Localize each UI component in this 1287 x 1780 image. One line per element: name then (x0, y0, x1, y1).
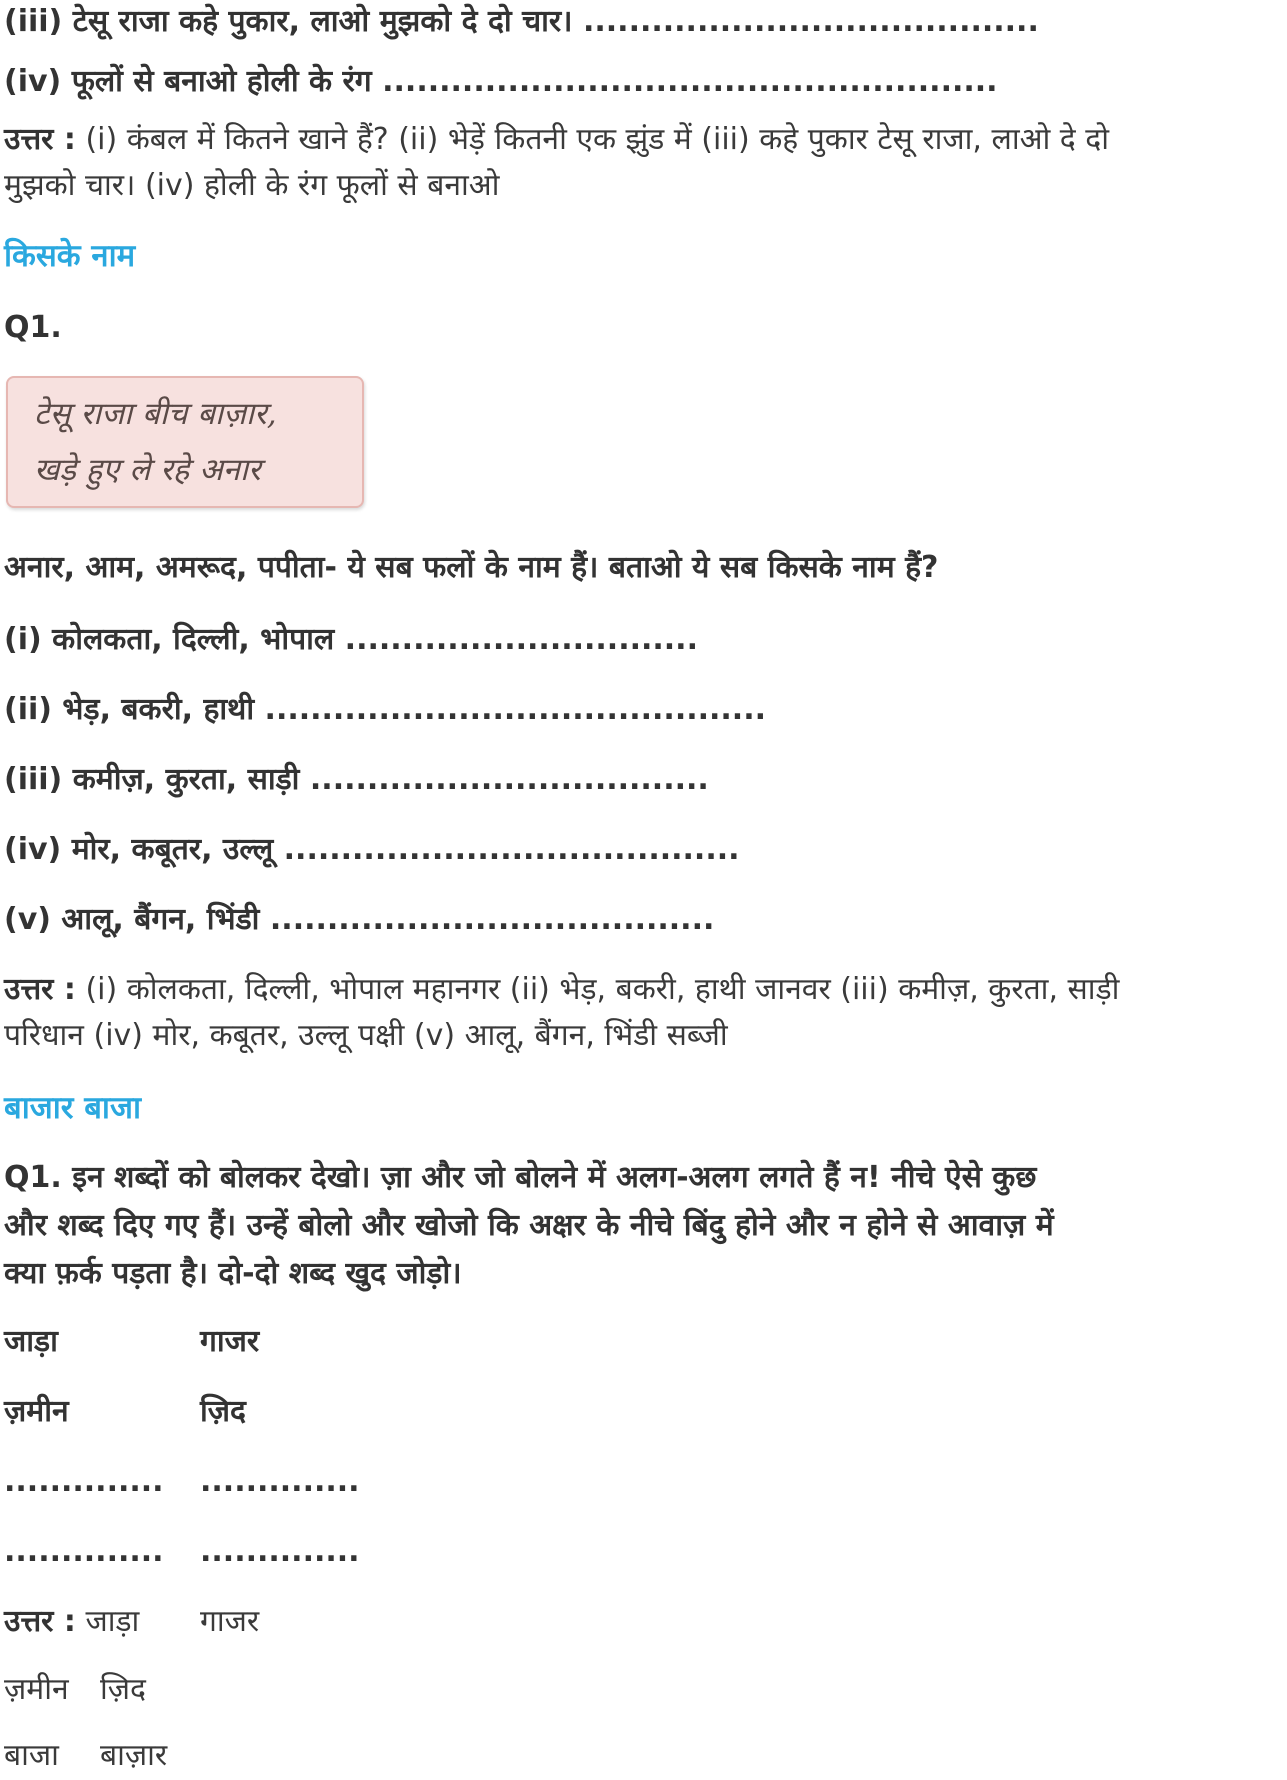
blank-cell: .............. (200, 1464, 360, 1499)
poem-line-1: टेसू राजा बीच बाज़ार, (34, 396, 277, 432)
word-cell: ज़मीन (4, 1394, 69, 1429)
answer-line-2: परिधान (iv) मोर, कबूतर, उल्लू पक्षी (v) आलू, बैंगन, भिंडी सब्जी (4, 1018, 728, 1053)
answer-word: बाजा (4, 1738, 59, 1773)
word-cell: ज़िद (200, 1394, 246, 1429)
answer-word: ज़िद (100, 1672, 146, 1707)
question-line-2: और शब्द दिए गए हैं। उन्हें बोलो और खोजो कि अक्षर के नीचे बिंदु होने और न होने से आवाज़ में (4, 1208, 1054, 1243)
question-line-3: क्या फ़र्क पड़ता है। दो-दो शब्द खुद जोड़ो। (4, 1256, 462, 1291)
question-line-1: Q1. इन शब्दों को बोलकर देखो। ज़ा और जो बोलने में अलग-अलग लगते हैं न! नीचे ऐसे कुछ (4, 1160, 1037, 1195)
answer-line-1 (4, 120, 1109, 160)
answer-label: उत्तर : (4, 122, 76, 157)
answer-row (4, 1602, 139, 1642)
question-text: अनार, आम, अमरूद, पपीता- ये सब फलों के नाम हैं। बताओ ये सब किसके नाम हैं? (4, 550, 939, 585)
answer-line-2: मुझको चार। (iv) होली के रंग फूलों से बनाओ (4, 168, 500, 203)
answer-line-1 (4, 970, 1119, 1010)
poem-box (6, 376, 364, 508)
word-cell: जाड़ा (4, 1324, 58, 1359)
answer-text: (i) कोलकता, दिल्ली, भोपाल महानगर (ii) भेड़, बकरी, हाथी जानवर (iii) कमीज़, कुरता, साड़ी (85, 972, 1120, 1007)
answer-label: उत्तर : (4, 972, 76, 1007)
blank-cell: .............. (200, 1534, 360, 1569)
answer-text: (i) कंबल में कितने खाने हैं? (ii) भेड़ें कितनी एक झुंड में (iii) कहे पुकार टेसू राजा, लाओ दे दो (85, 122, 1109, 157)
word-cell: गाजर (200, 1324, 260, 1359)
list-item: (v) आलू, बैंगन, भिंडी ....................................... (4, 902, 715, 937)
answer-word: बाज़ार (100, 1738, 168, 1773)
section-heading-bajar-baja: बाजार बाजा (4, 1090, 141, 1126)
poem-line-2: खड़े हुए ले रहे अनार (34, 452, 261, 488)
question-item-iv: (iv) फूलों से बनाओ होली के रंग ...................................................... (4, 64, 998, 99)
list-item: (iv) मोर, कबूतर, उल्लू ........................................ (4, 832, 740, 867)
list-item: (i) कोलकता, दिल्ली, भोपाल ............................... (4, 622, 698, 657)
blank-cell: .............. (4, 1464, 164, 1499)
list-item: (iii) कमीज़, कुरता, साड़ी ................................... (4, 762, 709, 797)
question-label: Q1. (4, 310, 62, 345)
blank-cell: .............. (4, 1534, 164, 1569)
answer-word: जाड़ा (85, 1604, 140, 1639)
answer-label: उत्तर : (4, 1604, 76, 1639)
section-heading-kiske-naam: किसके नाम (4, 238, 136, 274)
question-item-iii: (iii) टेसू राजा कहे पुकार, लाओ मुझको दे दो चार। ........................................ (4, 4, 1039, 39)
list-item: (ii) भेड़, बकरी, हाथी ............................................ (4, 692, 766, 727)
answer-word: गाजर (200, 1604, 260, 1639)
answer-word: ज़मीन (4, 1672, 69, 1707)
